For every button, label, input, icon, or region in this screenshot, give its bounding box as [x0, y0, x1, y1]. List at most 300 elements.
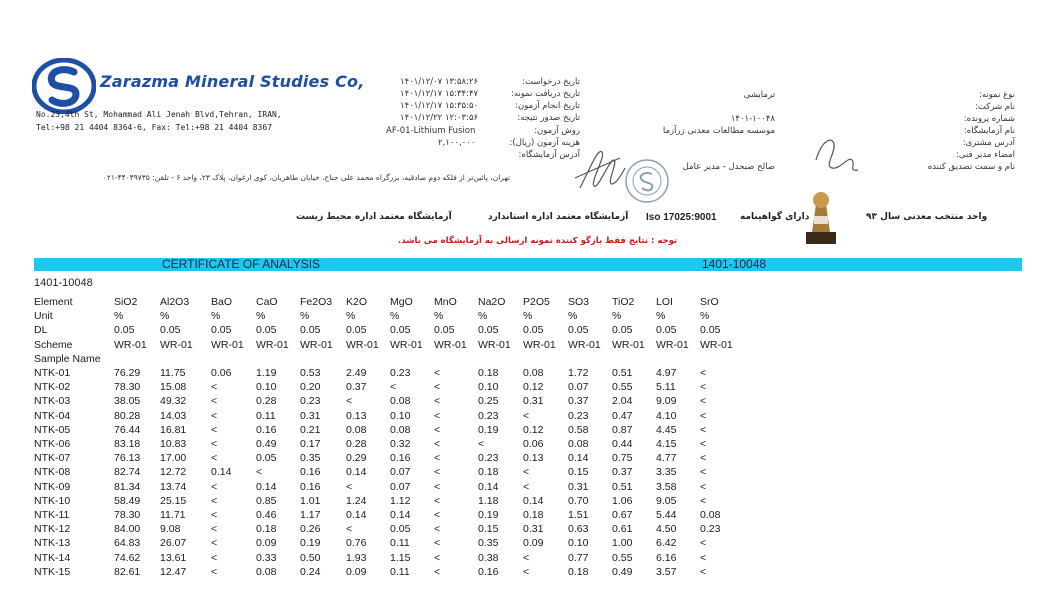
table-cell: 0.05 — [390, 523, 411, 536]
table-cell: 58.49 — [114, 494, 141, 507]
table-cell: < — [346, 523, 353, 536]
table-cell: 0.14 — [390, 509, 411, 521]
value-request-date: ۱۴۰۱/۱۲/۰۷ ۱۳:۵۸:۲۶ — [400, 77, 479, 87]
table-cell: WR-01 — [478, 338, 511, 351]
table-cell: 0.08 — [700, 509, 721, 521]
table-cell: 0.49 — [256, 438, 277, 450]
table-cell: 6.16 — [656, 551, 677, 564]
table-cell: CaO — [256, 296, 278, 308]
table-cell: 0.12 — [523, 423, 544, 436]
table-cell: 0.31 — [523, 395, 544, 408]
table-cell: 83.18 — [114, 438, 141, 450]
table-cell: 0.77 — [568, 551, 589, 564]
table-cell: 0.28 — [346, 438, 367, 450]
table-cell: 1.12 — [390, 494, 411, 507]
table-cell: WR-01 — [612, 338, 645, 351]
report-number: 1401-10048 — [34, 277, 93, 289]
table-cell: 1.93 — [346, 551, 367, 564]
table-cell: 0.55 — [612, 381, 633, 394]
table-cell: 0.23 — [390, 367, 411, 379]
table-cell: 4.45 — [656, 423, 677, 436]
value-test-method: AF-01-Lithium Fusion — [386, 126, 476, 136]
table-cell: < — [434, 367, 441, 379]
table-cell: < — [211, 409, 218, 422]
table-cell: 0.16 — [390, 452, 411, 465]
table-cell: 0.06 — [211, 367, 232, 379]
table-cell: WR-01 — [434, 338, 467, 351]
table-cell: 9.08 — [160, 523, 181, 536]
table-cell: < — [211, 537, 218, 550]
table-cell: < — [211, 509, 218, 521]
table-cell: 0.15 — [568, 466, 589, 479]
table-cell: < — [211, 438, 218, 450]
table-cell: < — [700, 565, 707, 578]
table-cell: 0.87 — [612, 423, 633, 436]
table-cell: 76.29 — [114, 367, 141, 379]
label-result-date: تاریخ صدور نتیجه: — [517, 113, 580, 123]
table-cell: 15.08 — [160, 381, 187, 394]
table-cell: 4.50 — [656, 523, 677, 536]
table-cell: < — [211, 381, 218, 394]
table-cell: 0.76 — [346, 537, 367, 550]
table-cell: 0.11 — [256, 409, 276, 422]
table-cell: < — [700, 438, 707, 450]
table-cell: WR-01 — [211, 338, 244, 351]
table-cell: 4.15 — [656, 438, 677, 450]
table-cell: < — [211, 480, 218, 493]
table-cell: 0.14 — [523, 494, 544, 507]
table-cell: Fe2O3 — [300, 296, 333, 308]
table-cell: 0.16 — [478, 565, 499, 578]
table-cell: < — [434, 537, 441, 550]
table-cell: 4.10 — [656, 409, 677, 422]
table-cell: WR-01 — [390, 338, 423, 351]
table-cell: 0.20 — [300, 381, 321, 394]
table-cell: < — [700, 381, 707, 394]
label-request-date: تاریخ درخواست: — [522, 77, 580, 87]
label-lab-address: آدرس آزمایشگاه: — [518, 150, 580, 160]
table-cell: 0.16 — [300, 466, 321, 479]
table-cell: 0.18 — [523, 509, 544, 521]
table-cell: 6.42 — [656, 537, 677, 550]
table-cell: 0.08 — [256, 565, 277, 578]
table-cell: 0.08 — [346, 423, 367, 436]
table-cell: 12.72 — [160, 466, 187, 479]
table-cell: 0.05 — [256, 452, 277, 465]
table-cell: 14.03 — [160, 409, 187, 422]
label-lab-name: نام آزمایشگاه: — [963, 126, 1015, 136]
label-client-address: آدرس مشتری: — [962, 138, 1015, 148]
table-cell: < — [211, 551, 218, 564]
table-cell: 0.05 — [346, 324, 367, 337]
table-cell: 5.44 — [656, 509, 677, 521]
table-cell: % — [700, 310, 710, 323]
table-cell: 49.32 — [160, 395, 187, 408]
table-cell: 82.74 — [114, 466, 141, 479]
manager-signature — [808, 130, 868, 180]
table-cell: 1.01 — [300, 494, 321, 507]
table-cell: < — [434, 395, 441, 408]
table-cell: 0.37 — [612, 466, 633, 479]
table-cell: 0.10 — [256, 381, 277, 394]
table-cell: 12.47 — [160, 565, 187, 578]
table-cell: < — [523, 480, 530, 493]
row-label: Unit — [34, 310, 53, 323]
table-cell: 0.18 — [478, 367, 499, 379]
table-cell: < — [700, 494, 707, 507]
table-cell: % — [160, 310, 170, 323]
row-label: NTK-10 — [34, 494, 71, 507]
table-cell: 0.07 — [390, 480, 411, 493]
table-cell: < — [346, 480, 353, 493]
table-cell: < — [523, 409, 530, 422]
table-cell: 64.83 — [114, 537, 141, 550]
table-cell: 11.75 — [160, 367, 186, 379]
table-cell: 0.28 — [256, 395, 277, 408]
row-label: NTK-08 — [34, 466, 71, 479]
row-label: DL — [34, 324, 48, 337]
table-cell: < — [211, 423, 218, 436]
value-receive-date: ۱۴۰۱/۱۲/۱۷ ۱۵:۳۴:۴۷ — [400, 89, 479, 99]
label-test-method: روش آزمون: — [534, 126, 580, 136]
table-cell: 1.17 — [300, 509, 321, 521]
table-cell: 0.05 — [160, 324, 181, 337]
table-cell: 0.05 — [700, 324, 721, 337]
table-cell: < — [523, 565, 530, 578]
table-cell: SO3 — [568, 296, 590, 308]
table-cell: P2O5 — [523, 296, 550, 308]
table-cell: 0.18 — [478, 466, 499, 479]
table-cell: 0.05 — [211, 324, 232, 337]
table-cell: < — [700, 480, 707, 493]
label-test-cost: هزینه آزمون (ریال): — [509, 138, 580, 148]
table-cell: 0.47 — [612, 409, 633, 422]
table-cell: 0.26 — [300, 523, 321, 536]
table-cell: 0.05 — [656, 324, 677, 337]
lab-std-accreditation: آزمایشگاه معتمد اداره استاندارد — [488, 212, 629, 222]
table-cell: 0.21 — [300, 423, 321, 436]
table-cell: 0.23 — [478, 409, 499, 422]
table-cell: 26.07 — [160, 537, 187, 550]
table-cell: 0.07 — [568, 381, 589, 394]
table-cell: 0.05 — [434, 324, 455, 337]
table-cell: 0.23 — [300, 395, 321, 408]
table-cell: 0.38 — [478, 551, 499, 564]
table-cell: 0.14 — [478, 480, 499, 493]
table-cell: % — [390, 310, 400, 323]
table-cell: < — [434, 423, 441, 436]
table-cell: 0.32 — [390, 438, 411, 450]
table-cell: < — [700, 551, 707, 564]
table-cell: 0.58 — [568, 423, 589, 436]
table-cell: 3.57 — [656, 565, 677, 578]
table-cell: WR-01 — [346, 338, 379, 351]
table-cell: WR-01 — [300, 338, 333, 351]
table-cell: 0.29 — [346, 452, 367, 465]
table-cell: 0.19 — [478, 509, 499, 521]
company-name: Zarazma Mineral Studies Co, — [100, 72, 365, 91]
table-cell: % — [211, 310, 221, 323]
table-cell: % — [346, 310, 356, 323]
table-cell: 80.28 — [114, 409, 141, 422]
table-cell: 25.15 — [160, 494, 187, 507]
table-cell: 1.18 — [478, 494, 499, 507]
table-cell: % — [256, 310, 266, 323]
table-cell: Na2O — [478, 296, 506, 308]
certificate-banner — [34, 258, 1022, 271]
label-verifier: نام و سمت تصدیق کننده — [927, 162, 1015, 172]
table-cell: 0.06 — [523, 438, 544, 450]
table-cell: 0.05 — [256, 324, 277, 337]
table-cell: 0.10 — [390, 409, 411, 422]
table-cell: 0.09 — [523, 537, 544, 550]
table-cell: < — [700, 423, 707, 436]
label-receive-date: تاریخ دریافت نمونه: — [510, 89, 580, 99]
table-cell: % — [478, 310, 488, 323]
table-cell: < — [434, 494, 441, 507]
table-cell: 0.19 — [300, 537, 321, 550]
row-label: NTK-14 — [34, 551, 71, 564]
table-cell: 0.14 — [346, 466, 367, 479]
table-cell: < — [700, 452, 707, 465]
table-cell: 0.25 — [478, 395, 499, 408]
row-label: NTK-01 — [34, 367, 71, 379]
table-cell: 2.49 — [346, 367, 367, 379]
table-cell: < — [434, 452, 441, 465]
table-cell: WR-01 — [656, 338, 689, 351]
table-cell: LOI — [656, 296, 673, 308]
row-label: Sample Name — [34, 352, 101, 365]
table-cell: 0.67 — [612, 509, 633, 521]
table-cell: < — [390, 381, 397, 394]
table-cell: < — [523, 466, 530, 479]
unit-award: واحد منتخب معدنی سال ۹۳ — [866, 212, 988, 222]
value-test-date: ۱۴۰۱/۱۲/۱۷ ۱۵:۳۵:۵۰ — [400, 101, 479, 111]
company-stamp — [624, 158, 670, 204]
table-cell: 9.05 — [656, 494, 677, 507]
table-cell: 0.70 — [568, 494, 589, 507]
table-cell: 3.35 — [656, 466, 677, 479]
table-cell: 0.14 — [568, 452, 589, 465]
table-cell: < — [700, 409, 707, 422]
table-cell: < — [434, 480, 441, 493]
table-cell: < — [434, 523, 441, 536]
table-cell: 0.11 — [390, 565, 410, 578]
table-cell: < — [256, 466, 263, 479]
row-label: NTK-13 — [34, 537, 71, 550]
table-cell: MnO — [434, 296, 457, 308]
table-cell: 0.63 — [568, 523, 589, 536]
certificate-title: CERTIFICATE OF ANALYSIS — [162, 257, 321, 271]
table-cell: WR-01 — [160, 338, 193, 351]
table-cell: 0.31 — [300, 409, 321, 422]
table-cell: 0.24 — [300, 565, 321, 578]
table-cell: % — [114, 310, 124, 323]
table-cell: 81.34 — [114, 480, 141, 493]
table-cell: 0.46 — [256, 509, 277, 521]
row-label: NTK-05 — [34, 423, 71, 436]
table-cell: 0.49 — [612, 565, 633, 578]
table-cell: 0.12 — [523, 381, 544, 394]
table-cell: WR-01 — [256, 338, 289, 351]
notice-text: توجه : نتایج فقط بازگو کننده نمونه ارسالی به آزمایشگاه می باشد. — [398, 236, 678, 246]
table-cell: < — [700, 395, 707, 408]
table-cell: 0.05 — [612, 324, 633, 337]
table-cell: < — [211, 395, 218, 408]
table-cell: 0.09 — [346, 565, 367, 578]
table-cell: 13.61 — [160, 551, 187, 564]
table-cell: 0.19 — [478, 423, 499, 436]
value-result-date: ۱۴۰۱/۱۲/۲۲ ۱۲:۰۳:۵۶ — [400, 113, 479, 123]
table-cell: WR-01 — [523, 338, 556, 351]
value-lab-name: موسسه مطالعات معدنی زرآزما — [662, 126, 775, 136]
table-cell: 0.05 — [114, 324, 135, 337]
table-cell: 84.00 — [114, 523, 141, 536]
table-cell: 74.62 — [114, 551, 141, 564]
table-cell: 0.05 — [523, 324, 544, 337]
table-cell: 82.61 — [114, 565, 141, 578]
row-label: NTK-09 — [34, 480, 71, 493]
table-cell: 2.04 — [612, 395, 633, 408]
label-sample-type: نوع نمونه: — [979, 90, 1015, 100]
table-cell: 76.44 — [114, 423, 141, 436]
table-cell: < — [434, 466, 441, 479]
fa-address: تهران، پائین‌تر از فلکه دوم صادقیه، بزرگراه محمد علی جناح، خیابان طاهریان، کوی ارغوان، پلاک ۲۳، واحد ۶ - تلفن: ۴۴۰۴۹۷۳۵-۰۲۱ — [102, 173, 510, 182]
table-cell: 0.23 — [700, 523, 721, 536]
row-label: NTK-06 — [34, 438, 71, 450]
table-cell: 76.13 — [114, 452, 141, 465]
table-cell: 0.35 — [478, 537, 499, 550]
table-cell: 0.05 — [568, 324, 589, 337]
table-cell: 0.05 — [300, 324, 321, 337]
table-cell: 0.14 — [346, 509, 367, 521]
table-cell: 1.24 — [346, 494, 367, 507]
table-cell: < — [434, 409, 441, 422]
table-cell: 0.16 — [300, 480, 321, 493]
table-cell: % — [434, 310, 444, 323]
table-cell: 1.06 — [612, 494, 633, 507]
table-cell: % — [612, 310, 622, 323]
table-cell: 0.31 — [568, 480, 589, 493]
table-cell: 0.09 — [256, 537, 277, 550]
table-cell: WR-01 — [114, 338, 147, 351]
table-cell: 17.00 — [160, 452, 187, 465]
table-cell: % — [523, 310, 533, 323]
table-cell: 0.17 — [300, 438, 321, 450]
table-cell: 0.37 — [568, 395, 589, 408]
value-file-number: ۱۴۰۱-۱۰۰۴۸ — [730, 114, 775, 124]
row-label: NTK-11 — [34, 509, 70, 521]
table-cell: < — [346, 395, 353, 408]
signature-image — [570, 138, 630, 198]
certificate-number: 1401-10048 — [702, 257, 767, 271]
table-cell: < — [434, 509, 441, 521]
table-cell: 0.50 — [300, 551, 321, 564]
company-phone: Tel:+98 21 4404 8364-6, Fax: Tel:+98 21 4404 8367 — [36, 123, 273, 132]
table-cell: 0.75 — [612, 452, 633, 465]
company-address: No.23,4th St, Mohammad Ali Jenah Blvd,Tehran, IRAN, — [36, 110, 282, 119]
table-cell: 4.97 — [656, 367, 677, 379]
table-cell: SrO — [700, 296, 719, 308]
value-test-cost: ۲,۱۰۰,۰۰۰ — [438, 138, 476, 148]
table-cell: 0.23 — [568, 409, 589, 422]
table-cell: 0.61 — [612, 523, 633, 536]
row-label: NTK-07 — [34, 452, 71, 465]
table-cell: < — [523, 551, 530, 564]
table-cell: 0.53 — [300, 367, 321, 379]
table-cell: BaO — [211, 296, 233, 308]
table-cell: 13.74 — [160, 480, 187, 493]
table-cell: 0.08 — [390, 395, 411, 408]
table-cell: < — [434, 438, 441, 450]
table-cell: 0.44 — [612, 438, 633, 450]
table-cell: Al2O3 — [160, 296, 190, 308]
table-cell: 0.05 — [478, 324, 499, 337]
table-cell: % — [300, 310, 310, 323]
table-cell: 0.08 — [568, 438, 589, 450]
table-cell: 0.14 — [211, 466, 232, 479]
table-cell: WR-01 — [568, 338, 601, 351]
table-cell: 0.08 — [390, 423, 411, 436]
table-cell: < — [211, 452, 218, 465]
table-cell: < — [211, 494, 218, 507]
table-cell: 16.81 — [160, 423, 187, 436]
table-cell: 0.16 — [256, 423, 277, 436]
table-cell: 78.30 — [114, 381, 141, 394]
table-cell: 0.18 — [256, 523, 277, 536]
label-file-number: شماره پرونده: — [963, 114, 1015, 124]
table-cell: 0.35 — [300, 452, 321, 465]
table-cell: % — [568, 310, 578, 323]
table-cell: 11.71 — [160, 509, 186, 521]
table-cell: < — [434, 565, 441, 578]
table-cell: K2O — [346, 296, 368, 308]
table-cell: SiO2 — [114, 296, 138, 308]
table-cell: < — [211, 523, 218, 536]
table-cell: WR-01 — [700, 338, 733, 351]
table-cell: MgO — [390, 296, 413, 308]
table-cell: 0.51 — [612, 367, 633, 379]
table-cell: < — [700, 367, 707, 379]
table-cell: < — [700, 466, 707, 479]
table-cell: 0.33 — [256, 551, 277, 564]
table-cell: 0.13 — [523, 452, 544, 465]
table-cell: 0.14 — [256, 480, 277, 493]
table-cell: 0.23 — [478, 452, 499, 465]
table-cell: 0.05 — [390, 324, 411, 337]
table-cell: 1.19 — [256, 367, 277, 379]
value-verifier: صالح صبحدل - مدیر عامل — [682, 162, 775, 172]
table-cell: < — [478, 438, 485, 450]
table-cell: 0.10 — [478, 381, 499, 394]
table-cell: 0.55 — [612, 551, 633, 564]
table-cell: 5.11 — [656, 381, 676, 394]
row-label: Element — [34, 296, 73, 308]
iso-label: دارای گواهینامه — [740, 212, 810, 222]
row-label: NTK-03 — [34, 395, 71, 408]
table-cell: < — [434, 551, 441, 564]
row-label: NTK-15 — [34, 565, 71, 578]
label-company: نام شرکت: — [975, 102, 1015, 112]
company-logo — [32, 58, 96, 114]
table-cell: % — [656, 310, 666, 323]
row-label: NTK-02 — [34, 381, 71, 394]
row-label: NTK-12 — [34, 523, 71, 536]
table-cell: 1.72 — [568, 367, 589, 379]
table-cell: 0.15 — [478, 523, 499, 536]
table-cell: 4.77 — [656, 452, 677, 465]
table-cell: 0.31 — [523, 523, 544, 536]
